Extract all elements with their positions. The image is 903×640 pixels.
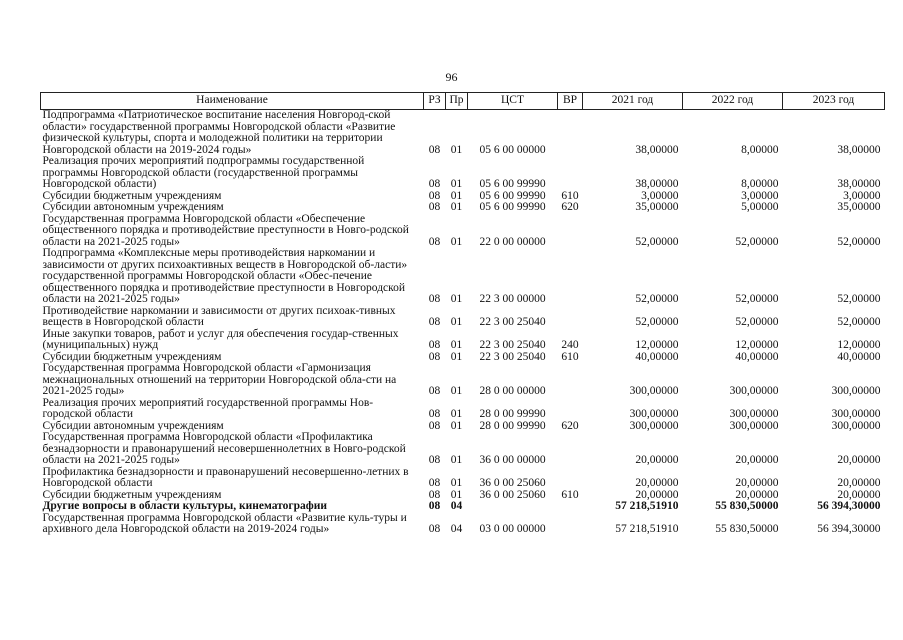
- table-row: [41, 467, 885, 490]
- row-vr: [558, 248, 583, 306]
- row-rz: 08: [428, 419, 441, 432]
- row-cst: 05 6 00 99990: [479, 178, 546, 190]
- row-vr: [558, 513, 583, 536]
- row-rz: 08: [428, 293, 441, 305]
- header-vr: ВР: [558, 93, 583, 110]
- row-2022: 55 830,50000: [715, 500, 779, 512]
- row-pr: 01: [450, 408, 463, 420]
- row-pr: 01: [450, 316, 463, 328]
- row-vr: [558, 398, 583, 421]
- row-2023: 12,00000: [837, 339, 881, 351]
- row-2022: 40,00000: [735, 350, 779, 363]
- row-2023: 20,00000: [837, 488, 881, 501]
- row-name: Государственная программа Новгородской области «Развитие куль-туры и архивного дела Новгородской области на 2019-2024 годы»: [42, 511, 407, 535]
- row-name: Субсидии бюджетным учреждениям: [42, 350, 222, 363]
- row-2021: 300,00000: [629, 419, 679, 432]
- table-row: [41, 156, 885, 191]
- row-pr: 01: [450, 293, 463, 305]
- row-2023: 38,00000: [837, 143, 881, 156]
- row-2021: 57 218,51910: [615, 500, 679, 512]
- row-cst: 22 3 00 00000: [479, 293, 546, 305]
- row-name: Реализация прочих мероприятий подпрограммы государственной программы Новгородской области (государственной программы Новгородской области): [42, 155, 365, 190]
- row-rz: 08: [428, 385, 441, 397]
- row-pr: 04: [450, 523, 463, 535]
- row-name: Субсидии автономным учреждениям: [42, 201, 224, 213]
- row-2023: 300,00000: [831, 419, 881, 432]
- row-vr: [558, 467, 583, 490]
- table-row: [41, 501, 885, 513]
- row-rz: 08: [428, 523, 441, 535]
- row-pr: 01: [450, 235, 463, 248]
- table-row: [41, 248, 885, 306]
- row-2022: 8,00000: [741, 178, 779, 190]
- row-2022: 300,00000: [729, 385, 779, 397]
- row-rz: 08: [428, 235, 441, 248]
- row-name: Государственная программа Новгородской области «Гармонизация межнациональных отношений на территории Новгородской обла-сти на 2021-2025 годы»: [42, 362, 397, 397]
- row-2023: 20,00000: [837, 454, 881, 466]
- row-2023: 38,00000: [837, 178, 881, 190]
- table-row: [41, 432, 885, 467]
- row-2021: 52,00000: [635, 316, 679, 328]
- row-2023: 20,00000: [837, 477, 881, 489]
- row-vr: [558, 432, 583, 467]
- row-name: Профилактика безнадзорности и правонарушений несовершенно-летних в Новгородской области: [42, 465, 409, 489]
- row-2021: 38,00000: [635, 143, 679, 156]
- row-vr: [558, 306, 583, 329]
- table-header-row: [41, 93, 885, 110]
- row-rz: 08: [428, 488, 441, 501]
- row-cst: 03 0 00 00000: [479, 523, 546, 535]
- row-vr: 610: [561, 488, 579, 501]
- table-row: [41, 363, 885, 398]
- row-rz: 08: [428, 477, 441, 489]
- row-rz: 08: [428, 454, 441, 466]
- row-pr: 01: [450, 477, 463, 489]
- row-cst: 28 0 00 99990: [479, 408, 546, 420]
- row-name: Субсидии бюджетным учреждениям: [42, 488, 222, 501]
- row-name: Субсидии бюджетным учреждениям: [42, 189, 222, 202]
- row-pr: 01: [450, 454, 463, 466]
- row-2022: 3,00000: [741, 189, 779, 202]
- row-2023: 300,00000: [831, 385, 881, 397]
- row-name: Подпрограмма «Комплексные меры противодействия наркомании и зависимости от других психоактивных веществ в Новгородской об-ласти» государственной программы Новгородской области «Обес-печение общественного порядка и противодействие преступности в Новгородской области на 2021-2025 годы»: [42, 247, 408, 305]
- table-row: [41, 398, 885, 421]
- row-name: Государственная программа Новгородской области «Обеспечение общественного порядка и противодействие преступности в Новго-родской области на 2021-2025 годы»: [42, 212, 409, 248]
- row-rz: 08: [428, 350, 441, 363]
- table-body: [41, 110, 885, 536]
- row-2022: 12,00000: [735, 339, 779, 351]
- row-pr: 01: [450, 419, 463, 432]
- budget-table: [40, 92, 885, 536]
- row-2023: 52,00000: [837, 293, 881, 305]
- row-2021: 20,00000: [635, 488, 679, 501]
- row-pr: 01: [450, 143, 463, 156]
- row-cst: [468, 501, 558, 513]
- row-2022: 52,00000: [735, 293, 779, 305]
- row-2021: 52,00000: [635, 293, 679, 305]
- row-2022: 5,00000: [741, 201, 779, 213]
- row-vr: 610: [561, 350, 579, 363]
- row-pr: 01: [450, 488, 463, 501]
- header-name: Наименование: [41, 93, 424, 110]
- row-2022: 52,00000: [735, 316, 779, 328]
- row-cst: 36 0 00 25060: [479, 477, 546, 489]
- row-rz: 08: [428, 339, 441, 351]
- row-2022: 300,00000: [729, 408, 779, 420]
- row-pr: 01: [450, 189, 463, 202]
- header-rz: РЗ: [424, 93, 446, 110]
- row-2022: 20,00000: [735, 454, 779, 466]
- row-cst: 28 0 00 99990: [479, 419, 546, 432]
- row-rz: 08: [428, 408, 441, 420]
- row-2021: 20,00000: [635, 454, 679, 466]
- row-2023: 56 394,30000: [817, 500, 881, 512]
- row-cst: 22 3 00 25040: [479, 316, 546, 328]
- header-cst: ЦСТ: [468, 93, 558, 110]
- row-rz: 08: [428, 201, 441, 213]
- table-row: [41, 329, 885, 352]
- row-rz: 08: [428, 143, 441, 156]
- row-2023: 300,00000: [831, 408, 881, 420]
- header-2022: 2022 год: [683, 93, 783, 110]
- row-2021: 20,00000: [635, 477, 679, 489]
- row-vr: [558, 501, 583, 513]
- page-number: 96: [445, 70, 458, 84]
- row-rz: 08: [428, 500, 441, 512]
- header-pr: Пр: [446, 93, 468, 110]
- row-2022: 20,00000: [735, 488, 779, 501]
- row-vr: 610: [561, 189, 579, 202]
- header-2023: 2023 год: [783, 93, 885, 110]
- row-cst: 36 0 00 00000: [479, 454, 546, 466]
- row-vr: 620: [561, 419, 579, 432]
- row-pr: 01: [450, 350, 463, 363]
- row-2021: 300,00000: [629, 385, 679, 397]
- row-2021: 3,00000: [641, 189, 679, 202]
- row-cst: 22 3 00 25040: [479, 339, 546, 351]
- row-pr: 01: [450, 339, 463, 351]
- row-cst: 28 0 00 00000: [479, 385, 546, 397]
- row-cst: 36 0 00 25060: [479, 488, 546, 501]
- row-name: Противодействие наркомании и зависимости от других психоак-тивных веществ в Новгородской области: [42, 304, 396, 328]
- row-2023: 52,00000: [837, 235, 881, 248]
- row-2021: 40,00000: [635, 350, 679, 363]
- row-2021: 12,00000: [635, 339, 679, 351]
- row-pr: 01: [450, 385, 463, 397]
- row-vr: [558, 363, 583, 398]
- row-name: Другие вопросы в области культуры, кинематографии: [42, 500, 328, 512]
- row-name: Реализация прочих мероприятий государственной программы Нов-городской области: [42, 396, 374, 420]
- header-2021: 2021 год: [583, 93, 683, 110]
- row-2022: 52,00000: [735, 235, 779, 248]
- row-name: Государственная программа Новгородской области «Профилактика безнадзорности и правонарушений несовершеннолетних в Новго-родской области на 2021-2025 годы»: [42, 431, 406, 466]
- row-pr: 01: [450, 201, 463, 213]
- row-name: Иные закупки товаров, работ и услуг для обеспечения государ-ственных (муниципальных) нужд: [42, 327, 399, 351]
- row-2021: 35,00000: [635, 201, 679, 213]
- row-rz: 08: [428, 316, 441, 328]
- row-2021: 300,00000: [629, 408, 679, 420]
- row-cst: 05 6 00 00000: [479, 143, 546, 156]
- table-row: [41, 202, 885, 214]
- row-2023: 56 394,30000: [817, 523, 881, 535]
- row-2021: 52,00000: [635, 235, 679, 248]
- row-2023: 52,00000: [837, 316, 881, 328]
- row-name: Субсидии автономным учреждениям: [42, 419, 224, 432]
- row-vr: 240: [561, 339, 579, 351]
- row-vr: 620: [561, 201, 579, 213]
- row-rz: 08: [428, 178, 441, 190]
- row-vr: [558, 156, 583, 191]
- row-2022: 300,00000: [729, 419, 779, 432]
- row-cst: 05 6 00 99990: [479, 201, 546, 213]
- table-row: [41, 214, 885, 249]
- row-2023: 40,00000: [837, 350, 881, 363]
- row-2021: 38,00000: [635, 178, 679, 190]
- row-pr: 04: [450, 500, 463, 512]
- row-2023: 35,00000: [837, 201, 881, 213]
- row-pr: 01: [450, 178, 463, 190]
- row-name: Подпрограмма «Патриотическое воспитание населения Новгород-ской области» государственной программы Новгородской области «Развитие физической культуры, спорта и молодежной политики на территории Новгородской области на 2019-2024 годы»: [42, 109, 396, 156]
- table-row: [41, 306, 885, 329]
- table-row: [41, 513, 885, 536]
- row-cst: 22 0 00 00000: [479, 235, 546, 248]
- row-cst: 22 3 00 25040: [479, 350, 546, 363]
- row-2021: 57 218,51910: [615, 523, 679, 535]
- row-cst: 05 6 00 99990: [479, 189, 546, 202]
- table-row: [41, 110, 885, 157]
- row-rz: 08: [428, 189, 441, 202]
- row-2022: 55 830,50000: [715, 523, 779, 535]
- row-2022: 8,00000: [741, 143, 779, 156]
- row-vr: [558, 110, 583, 157]
- row-vr: [558, 214, 583, 249]
- row-2022: 20,00000: [735, 477, 779, 489]
- row-2023: 3,00000: [843, 189, 881, 202]
